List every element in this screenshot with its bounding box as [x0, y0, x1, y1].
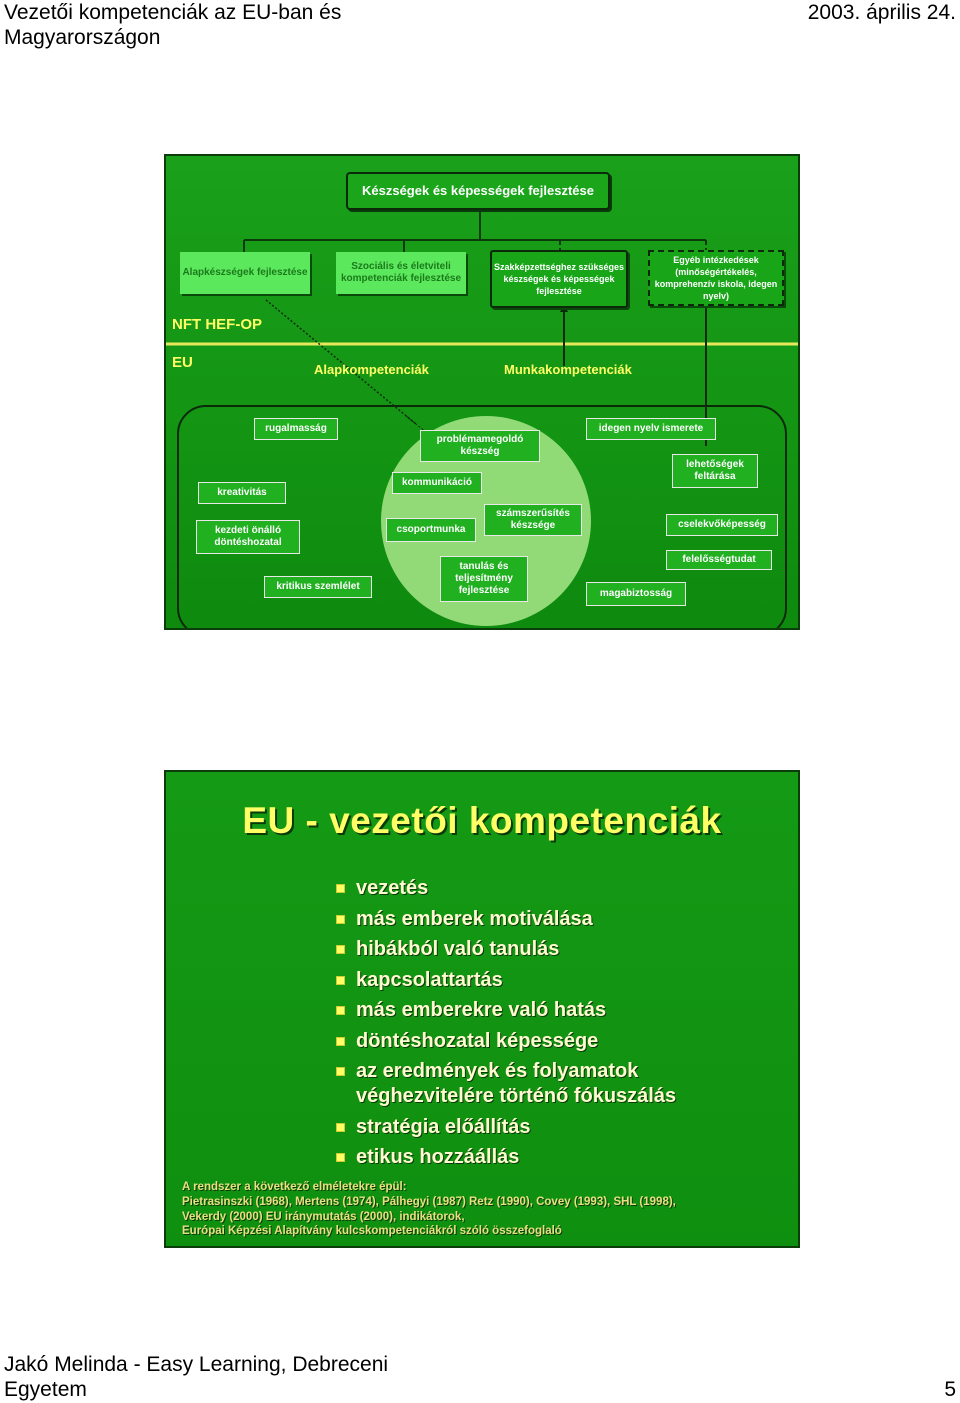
alapkompetenciak-label: Alapkompetenciák [314, 362, 429, 377]
item-problemamegoldo: problémamegoldó készség [420, 430, 540, 462]
footer-author-line2: Egyetem [4, 1378, 87, 1401]
item-kritikus-szemlelet: kritikus szemlélet [264, 576, 372, 598]
list-item: más emberekre való hatás [336, 998, 716, 1023]
list-item: etikus hozzáállás [336, 1145, 716, 1170]
list-item: az eredmények és folyamatok véghezvitelére történő fókuszálás [336, 1059, 716, 1109]
theory-footnote [182, 1180, 676, 1239]
item-kommunikacio: kommunikáció [392, 472, 482, 494]
item-szamszerusites: számszerűsítés készsége [484, 504, 582, 536]
footnote-line: A rendszer a következő elméletekre épül: [182, 1181, 407, 1193]
item-felelossegtudat: felelősségtudat [666, 550, 772, 570]
list-item: hibákból való tanulás [336, 937, 716, 962]
box-vocational-skills: Szakképzettséghez szükséges készségek és képességek fejlesztése [490, 250, 628, 308]
slide2-title: EU - vezetői kompetenciák [242, 800, 722, 841]
competency-list [336, 876, 716, 1176]
document-title-line1: Vezetői kompetenciák az EU-ban és [4, 1, 342, 24]
slide1-title: Készségek és képességek fejlesztése [346, 172, 610, 210]
list-item: vezetés [336, 876, 716, 901]
footnote-line: Vekerdy (2000) EU iránymutatás (2000), indikátorok, [182, 1210, 465, 1223]
item-rugalmassag: rugalmasság [254, 418, 338, 440]
document-footer-author [4, 1352, 388, 1402]
box-other-measures: Egyéb intézkedések (minőségértékelés, komprehenzív iskola, idegen nyelv) [648, 250, 784, 306]
item-magabiztossag: magabiztosság [586, 582, 686, 606]
box-social-competencies: Szociális és életviteli kompetenciák fejlesztése [336, 252, 466, 294]
item-tanulas-teljesitmeny: tanulás és teljesítmény fejlesztése [440, 556, 528, 602]
document-date: 2003. április 24. [807, 1, 956, 24]
eu-label: EU [172, 354, 193, 371]
item-csoportmunka: csoportmunka [386, 518, 476, 542]
list-item: kapcsolattartás [336, 968, 716, 993]
item-idegen-nyelv: idegen nyelv ismerete [586, 418, 716, 440]
item-kreativitas: kreativitás [198, 482, 286, 504]
item-lehetosegek-feltarasa: lehetőségek feltárása [672, 454, 758, 488]
list-item: döntéshozatal képessége [336, 1029, 716, 1054]
document-title-line2: Magyarországon [4, 26, 161, 49]
item-cselekvokepesseg: cselekvőképesség [666, 514, 778, 536]
slide-eu-leadership-competencies [164, 770, 800, 1248]
slide-skills-development [164, 154, 800, 630]
document-title [4, 0, 341, 50]
list-item: stratégia előállítás [336, 1115, 716, 1140]
list-item: más emberek motiválása [336, 907, 716, 932]
footnote-line: Pietrasinszki (1968), Mertens (1974), Pálhegyi (1987) Retz (1990), Covey (1993), SHL (1998), [182, 1195, 676, 1208]
munkakompetenciak-label: Munkakompetenciák [504, 362, 632, 377]
box-basic-skills: Alapkészségek fejlesztése [180, 252, 310, 294]
footer-author-line1: Jakó Melinda - Easy Learning, Debreceni [4, 1353, 389, 1376]
footnote-line: Európai Képzési Alapítvány kulcskompetenciákról szóló összefoglaló [182, 1225, 562, 1238]
page-number: 5 [944, 1378, 956, 1401]
item-kezdeti-onallo-donteshozatal: kezdeti önálló döntéshozatal [196, 520, 300, 554]
nft-hef-op-label: NFT HEF-OP [172, 316, 262, 333]
